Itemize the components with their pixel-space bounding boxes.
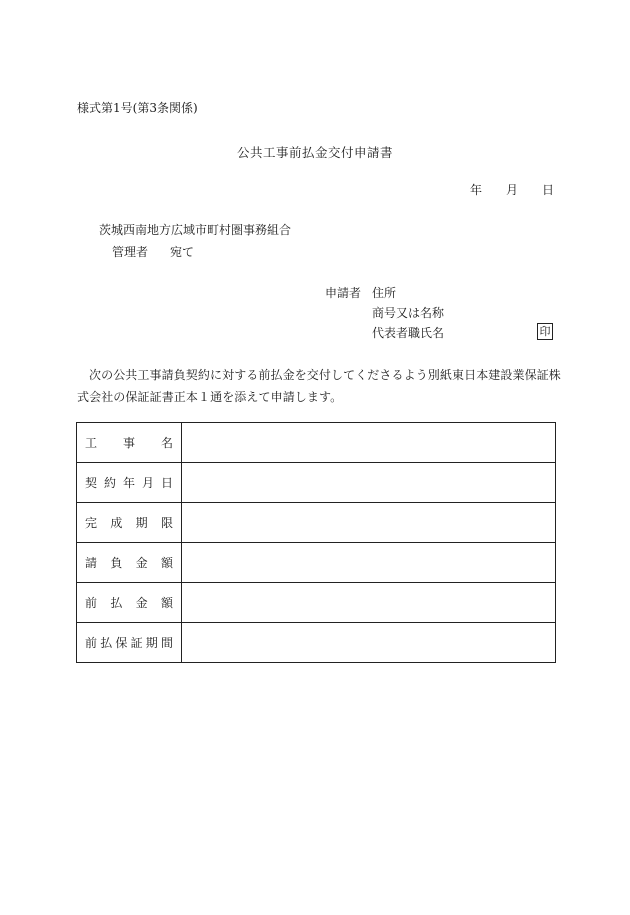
seal-mark: 印	[537, 323, 553, 340]
applicant-label: 申請者	[325, 286, 362, 300]
table-row-label: 契約年月日	[77, 463, 182, 503]
addressee-organization: 茨城西南地方広域市町村圏事務組合	[99, 223, 292, 237]
document-title: 公共工事前払金交付申請書	[236, 145, 393, 160]
table-row-value[interactable]	[182, 623, 556, 663]
table-row-value[interactable]	[182, 463, 556, 503]
date-month: 月	[505, 183, 518, 197]
table-row-label: 請負金額	[77, 543, 182, 583]
table-row-label: 前払金額	[77, 583, 182, 623]
date-day: 日	[541, 183, 554, 197]
date-year: 年	[469, 183, 482, 197]
table-row-label: 完成期限	[77, 503, 182, 543]
table-row	[77, 423, 556, 463]
body-line-1: 次の公共工事請負契約に対する前払金を交付してくださるよう別紙東日本建設業保証株	[89, 368, 561, 382]
date-line	[470, 184, 554, 196]
table-row-value[interactable]	[182, 503, 556, 543]
table-row	[77, 463, 556, 503]
table-row	[77, 583, 556, 623]
table-row	[77, 543, 556, 583]
addressee-role: 管理者	[112, 245, 149, 259]
table-row	[77, 623, 556, 663]
info-table	[76, 422, 556, 663]
table-row	[77, 503, 556, 543]
body-line-2: 式会社の保証証書正本１通を添えて申請します。	[77, 390, 343, 404]
table-row-label: 前払保証期間	[77, 623, 182, 663]
table-row-value[interactable]	[182, 423, 556, 463]
table-row-value[interactable]	[182, 543, 556, 583]
applicant-address-label: 住所	[372, 286, 397, 300]
addressee-suffix: 宛て	[170, 245, 195, 259]
table-row-label: 工事名	[77, 423, 182, 463]
applicant-representative-label: 代表者職氏名	[372, 326, 445, 340]
body-paragraph	[77, 364, 561, 408]
addressee-role-line	[112, 246, 194, 258]
form-number: 様式第1号(第3条関係)	[77, 101, 198, 115]
applicant-company-label: 商号又は名称	[372, 306, 445, 320]
table-row-value[interactable]	[182, 583, 556, 623]
